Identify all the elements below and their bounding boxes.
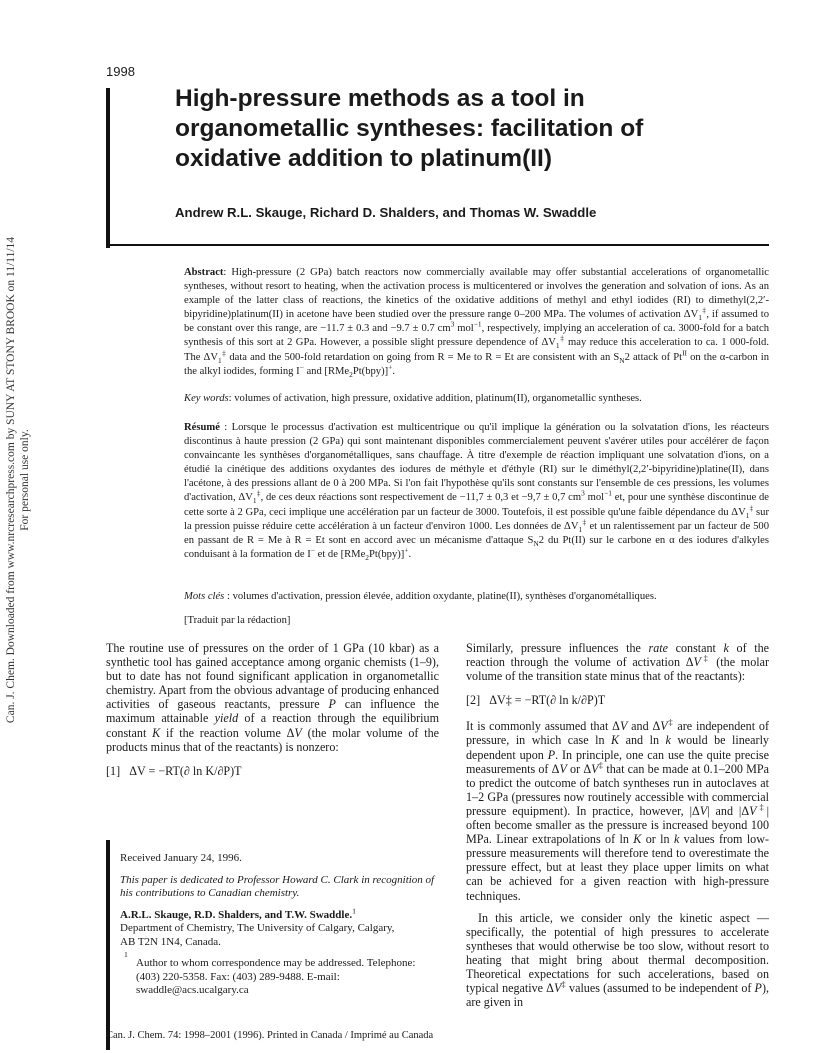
- intro-paragraph: The routine use of pressures on the order of 1 GPa (10 kbar) as a synthetic tool has gained acceptance among organic chemists (1–9), but to date has not found significant application in organometallic chemistry. Apart from the obvious advantage of producing enhanced activities of gaseous reactants, pressure P can influence the maximum attainable yield of a reaction through the equilibrium constant K if the reaction volume ΔV (the molar volume of the products minus that of the reactants) is nonzero:: [106, 641, 439, 754]
- equation-1: [106, 764, 439, 778]
- resume-label: Résumé: [184, 422, 220, 433]
- keywords-label: Key words: [184, 393, 229, 404]
- equation-2: [466, 693, 769, 707]
- correspondence-footnote: 1 Author to whom correspondence may be addressed. Telephone: (403) 220-5358. Fax: (403) 289-9488. E-mail: swaddle@acs.ucalgary.ca: [124, 950, 416, 996]
- equation-1-formula: ΔV = −RT(∂ ln K/∂P)T: [129, 763, 242, 778]
- download-watermark: [4, 200, 44, 760]
- header-rule: [106, 244, 769, 246]
- watermark-line-2: For personal use only.: [19, 429, 31, 531]
- equation-1-number: [1]: [106, 763, 121, 778]
- article-title: High-pressure methods as a tool in organometallic syntheses: facilitation of oxidative addition to platinum(II): [175, 85, 644, 172]
- scope-paragraph: In this article, we consider only the kinetic aspect — specifically, the potential of high pressures to accelerate syntheses that would otherwise be too slow, without resort to heating that might bring about thermal decomposition. Theoretical expectations for such accelerations, based on typical negative ΔV‡ values (assumed to be independent of P), are given in: [466, 910, 769, 1010]
- abstract-keywords: Key words: volumes of activation, high pressure, oxidative addition, platinum(II), organometallic syntheses.: [184, 393, 642, 404]
- translation-note: [Traduit par la rédaction]: [184, 615, 291, 626]
- page-number: 1998: [106, 64, 135, 79]
- assumption-paragraph: It is commonly assumed that ΔV and ΔV‡ are independent of pressure, in which case ln K and ln k would be linearly dependent upon P. In principle, one can use the quite precise measurements of ΔV or ΔV‡ that can be made at 0.1–200 MPa to predict the outcome of batch syntheses run in autoclaves at 1–2 GPa (pressures now routinely accessible with commercial pressure equipment). In practice, however, |ΔV| and |ΔV‡| often become smaller as the pressure is increased beyond 100 MPa. Linear extrapolations of ln K or ln k values from low-pressure measurements will therefore tend to overestimate the pressure effect, but at least they place upper limits on what can be achieved for a given reaction with high-pressure techniques.: [466, 717, 770, 903]
- article-info-box: [106, 840, 441, 1050]
- mots-cles-label: Mots clés: [184, 591, 225, 602]
- abstract-label: Abstract: [184, 267, 224, 278]
- abstract-paragraph: Abstract: High-pressure (2 GPa) batch reactors now commercially available may offer substantial accelerations of organometallic syntheses, without resort to heating, when the activation process is multicentered or involves the generation and solvation of ions. As an example of the latter class of reactions, the kinetics of the oxidative additions of methyl and ethyl iodides (RI) to dimethyl(2,2′-bipyridine)platinum(II) in acetone have been studied over the pressure range 0–200 MPa. The volumes of activation $\Delta V_1^\ddagger$, if assumed to be constant over this range, are −11.7 ± 0.3 and −9.7 ± 0.7 $cm^3$ mol$^{-1}$, respectively, implying an acceleration of ca. 3000-fold for a batch synthesis of this sort at 2 GPa. However, a possible slight pressure dependence of $\Delta V_1^\ddagger$ may reduce this acceleration to ca. 1 000-fold. The $\Delta V_1^\ddagger$ data and the 500-fold retardation on going from R = Me to R = Et are consistent with an $S_N2$ attack of $Pt^{II}$ on the α-carbon in the alkyl iodides, forming I− and [RMe$_2$Pt(bpy)]+.: [184, 267, 770, 379]
- affiliation-line-1: Department of Chemistry, The University of Calgary, Calgary,: [120, 922, 395, 934]
- equation-2-formula: ΔV‡ = −RT(∂ ln k/∂P)T: [489, 693, 606, 708]
- mots-cles-text: volumes d'activation, pression élevée, addition oxydante, platine(II), synthèses d'organométalliques.: [232, 591, 657, 602]
- received-date: Received January 24, 1996.: [120, 852, 242, 864]
- dedication: This paper is dedicated to Professor Howard C. Clark in recognition of his contributions to Canadian chemistry.: [120, 873, 435, 899]
- affiliation-line-2: AB T2N 1N4, Canada.: [120, 935, 221, 948]
- info-box-bar: [106, 840, 110, 1050]
- resume-paragraph: Résumé : Lorsque le processus d'activation est multicentrique ou qu'il implique la génération ou la solvatation d'ions, les réacteurs discontinus à haute pression (2 GPa) qui sont maintenant disponibles commercialement peuvent s'avérer utiles pour accélérer de façon convaincante les synthèses d'organométalliques, sans chauffage. À titre d'exemple de réaction impliquant une solvatation d'ions, on a étudié la cinétique des additions oxydantes des iodures de méthyle et d'éthyle (RI) sur le diméthyl(2,2′-bipyridine)platine(II), dans l'acétone, à des pressions allant de 0 à 200 MPa. Si l'on fait l'hypothèse qu'ils sont constants sur l'ensemble de ces pressions, les volumes d'activation, $\Delta V_1^\ddagger$, de ces deux réactions sont respectivement de −11,7 ± 0,3 et −9,7 ± 0,7 $cm^3$ mol$^{-1}$ et, pour une synthèse discontinue de cette sorte à 2 GPa, ceci implique une accélération par un facteur de 3000. Toutefois, il est possible qu'une faible dépendance du $\Delta V_1^\ddagger$ sur la pression puisse réduire cette accélération à un facteur d'environ 1000. Les données de $\Delta V_1^\ddagger$ et un ralentissement par un facteur de 500 en passant de R = Me à R = Et sont en accord avec un mécanisme d'attaque $S_N2$ du Pt(II) sur le carbone en α des iodures d'alkyles conduisant à la formation de I− et de [RMe$_2$Pt(bpy)]+.: [184, 422, 769, 562]
- equation-2-number: [2]: [466, 693, 481, 708]
- title-bar-decoration: [106, 88, 110, 248]
- author-list: Andrew R.L. Skauge, Richard D. Shalders, and Thomas W. Swaddle: [175, 205, 597, 220]
- author-affiliation-names: A.R.L. Skauge, R.D. Shalders, and T.W. Swaddle.$^1$: [120, 905, 356, 921]
- journal-footer: Can. J. Chem. 74: 1998–2001 (1996). Printed in Canada / Imprimé au Canada: [106, 1030, 434, 1041]
- left-column: [106, 641, 439, 790]
- rate-paragraph: Similarly, pressure influences the rate constant k of the reaction through the volume of activation ΔV‡ (the molar volume of the transition state minus that of the reactants):: [466, 641, 770, 684]
- right-column: [466, 641, 769, 1017]
- keywords-text: volumes of activation, high pressure, oxidative addition, platinum(II), organometallic syntheses.: [234, 393, 642, 404]
- watermark-line-1: Can. J. Chem. Downloaded from www.nrcresearchpress.com by SUNY AT STONY BROOK on 11/11/14: [5, 236, 17, 724]
- resume-keywords: Mots clés : volumes d'activation, pression élevée, addition oxydante, platine(II), synthèses d'organométalliques.: [184, 591, 657, 602]
